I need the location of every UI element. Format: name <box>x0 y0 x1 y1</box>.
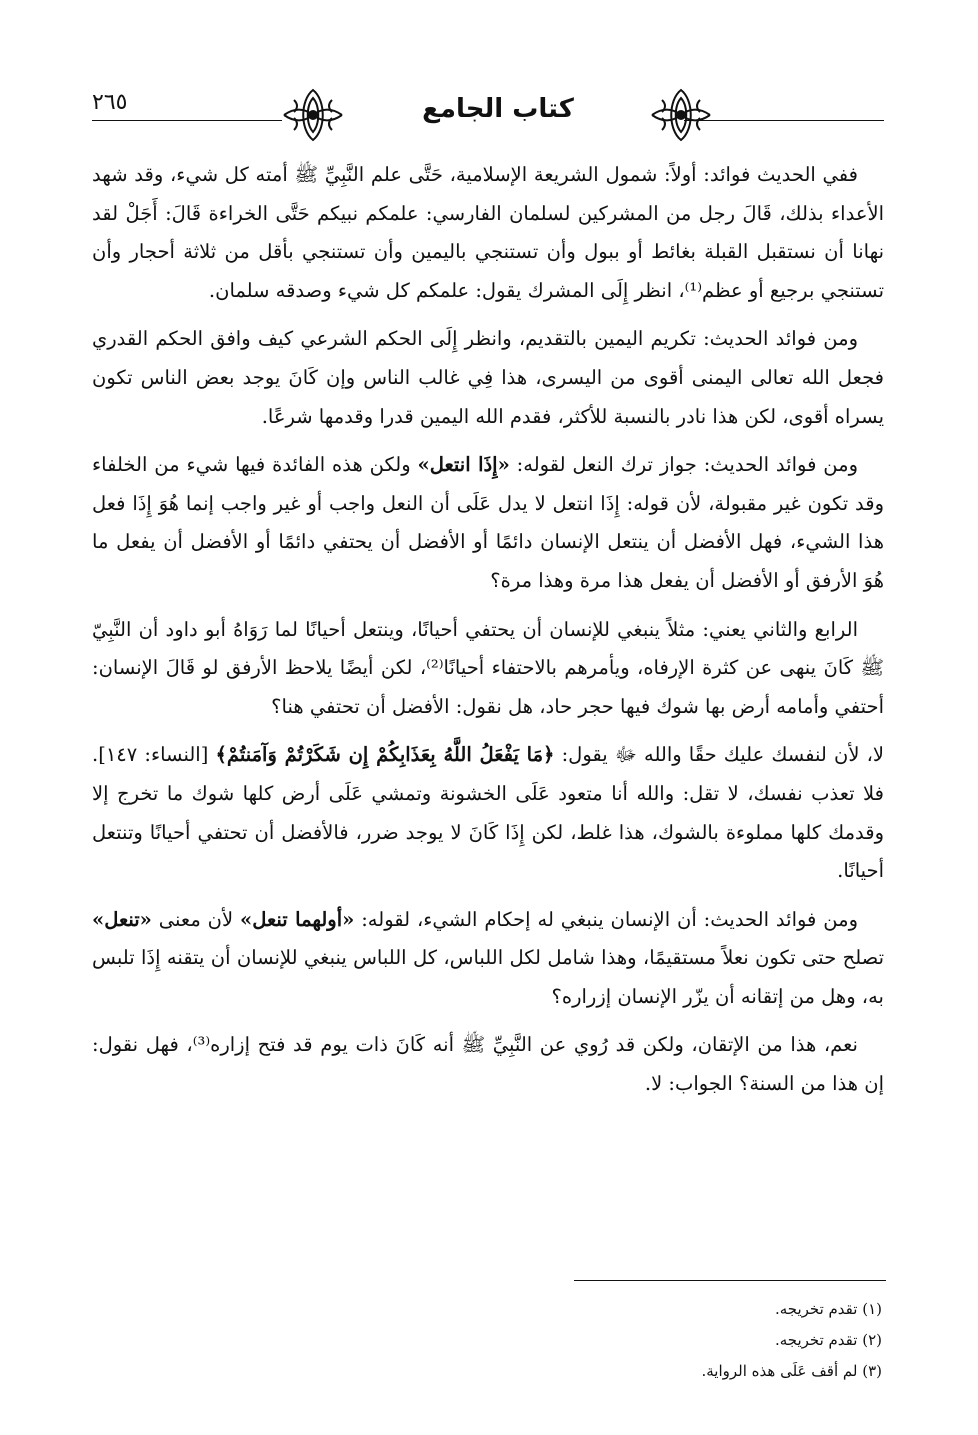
floral-ornament-icon <box>648 86 714 144</box>
paragraph-6-text-cont: تصلح حتى تكون نعلاً مستقيمًا، وهذا شامل لكل اللباس، كل اللباس ينبغي للإنسان أن يتقنه إِذَا تلبس به، وهل من إتقانه أن يزّر الإنسان إزراره؟ <box>92 946 884 1008</box>
hadith-quote: «أولهما تنعل» <box>240 907 355 931</box>
paragraph-1: ففي الحديث فوائد: أولاً: شمول الشريعة الإسلامية، حَتَّى علم النَّبِيِّ ﷺ أمته كل شيء، وقد شهد الأعداء بذلك، قَالَ رجل من المشركين لسلمان الفارسي: علمكم نبيكم حَتَّى الخراءة قَالَ: أَجَلْ لقد نهانا أن نستقبل القبلة بغائط أو ببول وأن تستنجي باليمين وأن تستنجي بأقل من ثلاثة أحجار وأن تستنجي برجيع أو عظم⁽¹⁾، انظر إِلَى المشرك يقول: علمكم كل شيء وصدقه سلمان. <box>92 163 884 302</box>
book-title: كتاب الجامع <box>422 94 574 124</box>
paragraph-5 <box>92 736 884 890</box>
paragraph-3-text-cont: ولكن هذه الفائدة فيها شيء من الخلفاء وقد تكون غير مقبولة، لأن قوله: إِذَا انتعل لا يدل عَلَى أن النعل واجب أو غير واجب إنما هُوَ إِذَا فعل هذا الشيء، فهل الأفضل أن ينتعل الإنسان دائمًا أو الأفضل أن يحتفي دائمًا أو الأفضل أن يفعل ما هُوَ الأرفق أو الأفضل أن يفعل هذا مرة وهذا مرة؟ <box>92 453 884 592</box>
paragraph-6-text: ومن فوائد الحديث: أن الإنسان ينبغي له إحكام الشيء، لقوله: <box>354 907 858 931</box>
paragraph-5-text: لا، لأن لنفسك عليك حقًا والله ﷻ يقول: <box>554 743 884 767</box>
hadith-quote: «إِذَا انتعل» <box>417 453 510 477</box>
footnote-1: (١) تقدم تخريجه. <box>774 1300 882 1318</box>
footnotes <box>382 1294 882 1387</box>
running-header <box>92 86 884 150</box>
quran-verse: ﴿مَا يَفْعَلُ اللَّهُ بِعَذَابِكُمْ إِن شَكَرْتُمْ وَآمَنتُمْ﴾ <box>215 743 555 767</box>
paragraph-3 <box>92 446 884 600</box>
hadith-quote: «تنعل» <box>92 907 152 931</box>
paragraph-7: نعم، هذا من الإتقان، ولكن قد رُوي عن النَّبِيِّ ﷺ أنه كَانَ ذات يوم قد فتح إزاره⁽³⁾، فهل نقول: إن هذا من السنة؟ الجواب: لا. <box>92 1033 884 1096</box>
paragraph-4: الرابع والثاني يعني: مثلاً ينبغي للإنسان أن يحتفي أحيانًا، وينتعل أحيانًا لما رَوَاهُ أبو داود أن النَّبِيّ ﷺ كَانَ ينهى عن كثرة الإرفاه، ويأمرهم بالاحتفاء أحيانًا⁽²⁾، لكن أيضًا يلاحظ الأرفق لو قَالَ الإنسان: أحتفي وأمامه أرض بها شوك فيها حجر حاد، هل نقول: الأفضل أن تحتفي هنا؟ <box>92 617 885 718</box>
paragraph-6-text-mid: لأن معنى <box>151 907 240 931</box>
paragraph-5-text-cont: [النساء: ١٤٧]. فلا تعذب نفسك، لا تقل: والله أنا متعود عَلَى الخشونة وتمشي عَلَى أرض كلها شوك ما تخرج إلا وقدمك كلها مملوءة بالشوك، هذا غلط، لكن إِذَا كَانَ لا يوجد ضرر، فالأفضل أن تحتفي أحيانًا وتنتعل أحيانًا. <box>92 743 884 883</box>
footnote-2: (٢) تقدم تخريجه. <box>774 1331 882 1349</box>
footnote-3: (٣) لم أقف عَلَى هذه الرواية. <box>701 1362 882 1380</box>
footnote-rule <box>574 1280 886 1281</box>
paragraph-2: ومن فوائد الحديث: تكريم اليمين بالتقديم، وانظر إِلَى الحكم الشرعي كيف وافق الحكم القدري فجعل الله تعالى اليمنى أقوى من اليسرى، هذا فِي غالب الناس وإن كَانَ يوجد بعض الناس تكون يسراه أقوى، لكن هذا نادر بالنسبة للأكثر، فقدم الله اليمين قدرا وقدمها شرعًا. <box>92 327 884 428</box>
paragraph-3-text: ومن فوائد الحديث: جواز ترك النعل لقوله: <box>509 453 858 477</box>
header-rule-left <box>92 120 282 121</box>
header-rule-right <box>684 120 884 121</box>
page-number: ٢٦٥ <box>92 90 128 115</box>
floral-ornament-icon <box>280 86 346 144</box>
body-text <box>92 156 884 1114</box>
paragraph-6 <box>92 901 884 1017</box>
